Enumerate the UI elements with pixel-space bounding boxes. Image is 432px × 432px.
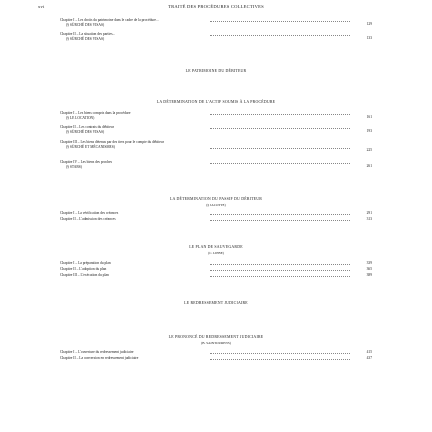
entry-author: (§ STABS) — [66, 164, 82, 169]
entry-page: 225 — [366, 148, 372, 152]
dot-leader — [210, 270, 350, 271]
toc-entry — [60, 111, 372, 120]
entry-page: 261 — [366, 164, 372, 168]
toc-entry — [60, 140, 372, 152]
dot-leader — [210, 148, 350, 149]
entry-title: Chapitre I – La préparation du plan — [60, 261, 111, 265]
dot-leader — [210, 21, 350, 22]
entry-title: Chapitre II – La situation des parties... — [60, 32, 116, 36]
dot-leader — [210, 128, 350, 129]
entry-author: (§ SÜRCHÉ ET MÉCANISMES) — [66, 144, 115, 149]
section-heading: LE PLAN DE SAUVEGARDE — [189, 245, 243, 249]
toc-entry — [60, 261, 372, 266]
entry-author: (§ SÜRCHÉ DES VISAS) — [66, 22, 105, 27]
toc-entry — [60, 267, 372, 272]
toc-entry — [60, 32, 372, 41]
page-number: xvi — [38, 4, 45, 9]
toc-entry — [60, 273, 372, 278]
entry-title: Chapitre III – Les biens détenus par des tiers pour le compte du débiteur — [60, 140, 164, 144]
section-heading: LA DÉTERMINATION DU PASSIF DU DÉBITEUR — [169, 197, 263, 201]
toc-entry — [60, 18, 372, 27]
dot-leader — [210, 35, 350, 36]
entry-page: 339 — [366, 261, 372, 265]
entry-title: Chapitre IV – Les biens des proches — [60, 160, 113, 164]
toc-entry — [60, 160, 372, 169]
dot-leader — [210, 163, 350, 164]
section-author: (§ JACOTTE) — [206, 203, 226, 207]
section-heading: LA DÉTERMINATION DE L'ACTIF SOUMIS À LA PROCÉDURE — [156, 100, 276, 104]
entry-title: Chapitre I – La vérification des créances — [60, 211, 119, 215]
entry-page: 313 — [366, 217, 372, 221]
entry-page: 291 — [366, 211, 372, 215]
entry-page: 129 — [366, 22, 372, 26]
entry-author: (§ SÜRCHÉ DES VISAS) — [66, 129, 105, 134]
dot-leader — [210, 353, 350, 354]
entry-title: Chapitre I – L'ouverture du redressement judiciaire — [60, 350, 134, 354]
toc-entry — [60, 211, 372, 216]
entry-title: Chapitre I – Les droits du patrimoine dans le cadre de la procédure... — [60, 18, 159, 22]
section-heading: LE PATRIMOINE DU DÉBITEUR — [185, 69, 247, 73]
toc-entry — [60, 356, 372, 361]
entry-title: Chapitre II – L'adoption du plan — [60, 267, 107, 271]
section-author: (C. LIEBE) — [208, 251, 224, 255]
section-heading: LE PRONONCÉ DU REDRESSEMENT JUDICIAIRE — [168, 335, 264, 339]
entry-author: (§ LE LOCATION) — [66, 115, 95, 120]
dot-leader — [210, 220, 350, 221]
toc-entry — [60, 125, 372, 134]
entry-page: 389 — [366, 273, 372, 277]
dot-leader — [210, 214, 350, 215]
section-heading: LE REDRESSEMENT JUDICIAIRE — [184, 301, 248, 305]
entry-page: 437 — [366, 356, 372, 360]
dot-leader — [210, 114, 350, 115]
section-author: (B. SAINTOURENS) — [201, 341, 231, 345]
entry-page: 161 — [366, 115, 372, 119]
toc-entry — [60, 217, 372, 222]
running-title: TRAITÉ DES PROCÉDURES COLLECTIVES — [168, 4, 264, 9]
entry-title: Chapitre II – L'admission des créances — [60, 217, 116, 221]
toc-entry — [60, 350, 372, 355]
entry-title: Chapitre II – La conversion en redressement judiciaire — [60, 356, 139, 360]
dot-leader — [210, 276, 350, 277]
entry-author: (§ SÜRCHÉ DES VISAS) — [66, 36, 105, 41]
entry-page: 415 — [366, 350, 372, 354]
entry-page: 133 — [366, 36, 372, 40]
entry-page: 365 — [366, 267, 372, 271]
dot-leader — [210, 264, 350, 265]
dot-leader — [210, 359, 350, 360]
entry-title: Chapitre II – Les contrats du débiteur — [60, 125, 114, 129]
entry-title: Chapitre III – L'exécution du plan — [60, 273, 109, 277]
entry-title: Chapitre I – Les biens compris dans la procédure — [60, 111, 131, 115]
entry-page: 193 — [366, 129, 372, 133]
